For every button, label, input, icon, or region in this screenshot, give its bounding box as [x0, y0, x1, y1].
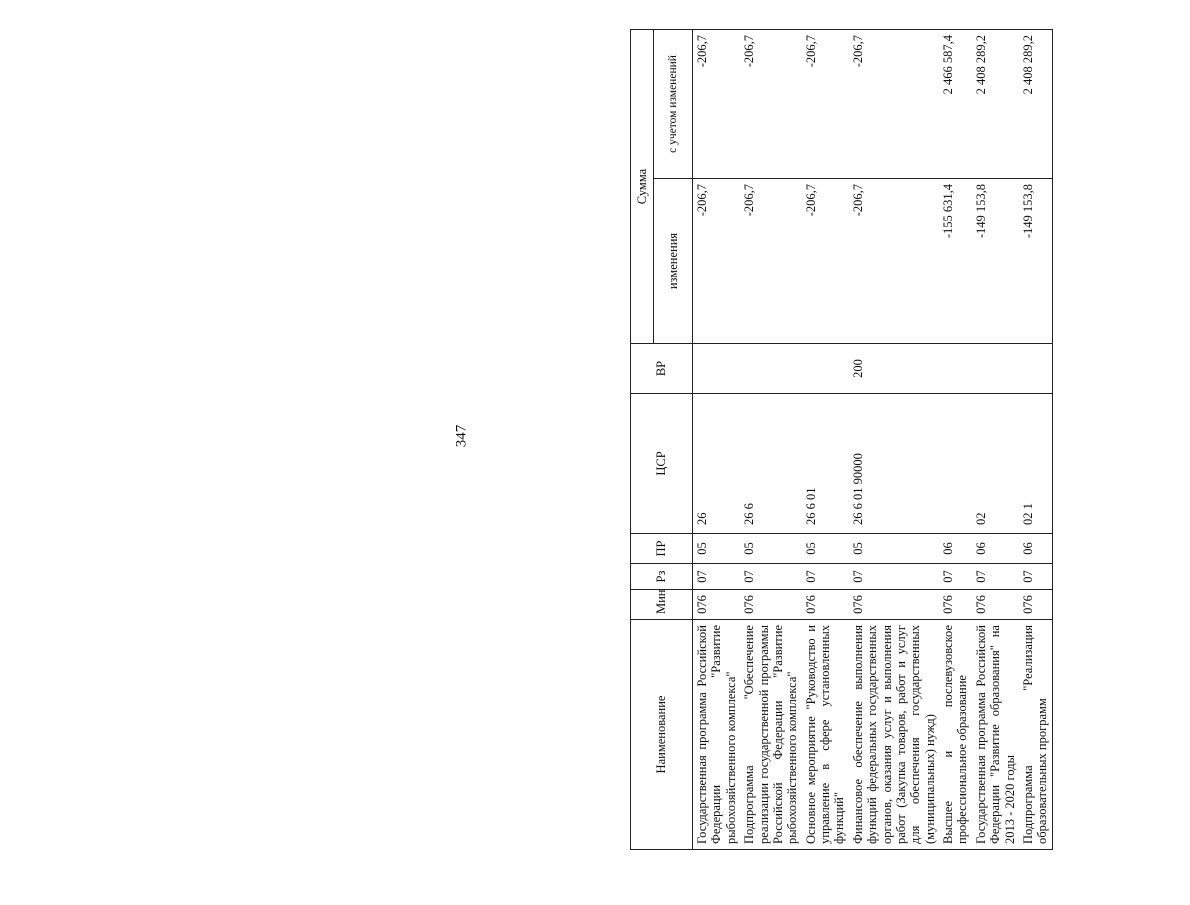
table-row	[740, 30, 802, 850]
cell-pr: 05	[849, 534, 939, 564]
rotated-page	[630, 30, 1190, 850]
cell-pr: 06	[972, 534, 1019, 564]
header-name: Наименование	[631, 620, 693, 850]
cell-change: -149 153,8	[1019, 179, 1052, 344]
cell-min: 076	[939, 590, 972, 620]
cell-vr	[1019, 344, 1052, 394]
cell-with-change: -206,7	[740, 30, 802, 179]
cell-pr: 06	[1019, 534, 1052, 564]
cell-csr: 02	[972, 394, 1019, 534]
cell-name: Государственная программа Российской Федерации "Развитие рыбохозяйственного комплекса"	[693, 620, 741, 850]
header-pr: ПР	[631, 534, 693, 564]
cell-min: 076	[693, 590, 741, 620]
table-body	[693, 30, 1053, 850]
table-header	[631, 30, 693, 850]
cell-csr: 26 6	[740, 394, 802, 534]
cell-vr	[939, 344, 972, 394]
cell-with-change: -206,7	[693, 30, 741, 179]
cell-min: 076	[802, 590, 849, 620]
cell-vr	[972, 344, 1019, 394]
cell-min: 076	[1019, 590, 1052, 620]
cell-change: -149 153,8	[972, 179, 1019, 344]
cell-csr	[939, 394, 972, 534]
cell-min: 076	[740, 590, 802, 620]
cell-change: -155 631,4	[939, 179, 972, 344]
cell-change: -206,7	[802, 179, 849, 344]
cell-name: Подпрограмма "Реализация образовательных программ	[1019, 620, 1052, 850]
cell-min: 076	[972, 590, 1019, 620]
cell-name: Основное мероприятие "Руководство и управление в сфере установленных функций"	[802, 620, 849, 850]
header-csr: ЦСР	[631, 394, 693, 534]
cell-name: Государственная программа Российской Федерации "Развитие образования" на 2013 - 2020 годы	[972, 620, 1019, 850]
header-vr: ВР	[631, 344, 693, 394]
cell-csr: 02 1	[1019, 394, 1052, 534]
cell-with-change: 2 466 587,4	[939, 30, 972, 179]
cell-rz: 07	[693, 564, 741, 590]
cell-rz: 07	[1019, 564, 1052, 590]
cell-vr	[740, 344, 802, 394]
cell-rz: 07	[972, 564, 1019, 590]
cell-rz: 07	[740, 564, 802, 590]
header-change: изменения	[654, 179, 693, 344]
cell-pr: 06	[939, 534, 972, 564]
header-with-change: с учетом изменений	[654, 30, 693, 179]
cell-rz: 07	[939, 564, 972, 590]
header-sum: Сумма	[631, 30, 654, 344]
header-rz: Рз	[631, 564, 693, 590]
table-row	[849, 30, 939, 850]
cell-pr: 05	[802, 534, 849, 564]
cell-rz: 07	[849, 564, 939, 590]
cell-min: 076	[849, 590, 939, 620]
table-row	[802, 30, 849, 850]
cell-vr: 200	[849, 344, 939, 394]
cell-change: -206,7	[693, 179, 741, 344]
cell-csr: 26 6 01 90000	[849, 394, 939, 534]
cell-vr	[693, 344, 741, 394]
cell-change: -206,7	[849, 179, 939, 344]
cell-pr: 05	[693, 534, 741, 564]
table-row	[939, 30, 972, 850]
table-row	[693, 30, 741, 850]
table-row	[972, 30, 1019, 850]
cell-name: Высшее и послевузовское профессиональное образование	[939, 620, 972, 850]
budget-table	[630, 29, 1053, 850]
cell-vr	[802, 344, 849, 394]
cell-with-change: -206,7	[849, 30, 939, 179]
cell-name: Финансовое обеспечение выполнения функций федеральных государственных органов, оказания услуг и выполнения работ (Закупка товаров, работ и услуг для обеспечения государственных (муниципальных) нужд)	[849, 620, 939, 850]
cell-pr: 05	[740, 534, 802, 564]
cell-with-change: 2 408 289,2	[972, 30, 1019, 179]
cell-name: Подпрограмма "Обеспечение реализации государственной программы Российской Федерации "Развитие рыбохозяйственного комплекса"	[740, 620, 802, 850]
cell-with-change: -206,7	[802, 30, 849, 179]
cell-rz: 07	[802, 564, 849, 590]
cell-csr: 26 6 01	[802, 394, 849, 534]
table-row	[1019, 30, 1052, 850]
page-number: 347	[453, 424, 470, 448]
cell-change: -206,7	[740, 179, 802, 344]
cell-csr: 26	[693, 394, 741, 534]
header-min: Мин	[631, 590, 693, 620]
cell-with-change: 2 408 289,2	[1019, 30, 1052, 179]
